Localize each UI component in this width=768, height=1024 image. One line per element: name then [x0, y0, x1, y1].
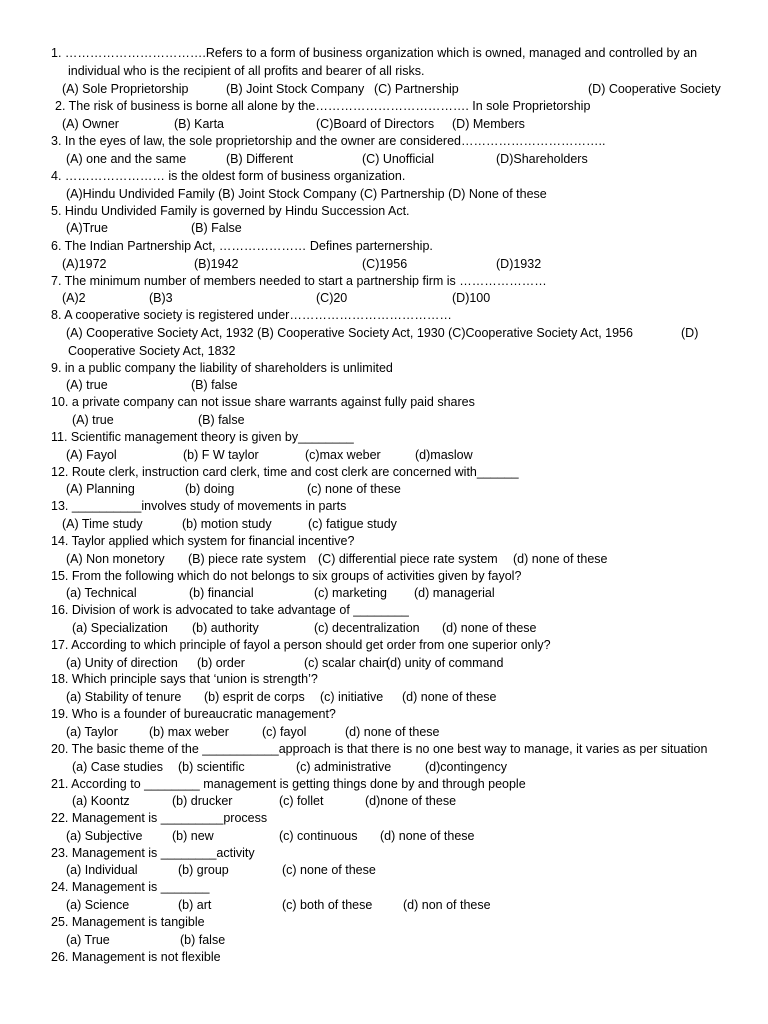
question-19-option-3: (c) fayol	[262, 725, 307, 739]
question-16-option-4: (d) none of these	[442, 621, 537, 635]
question-8-text: 8. A cooperative society is registered under…………………………………	[51, 308, 452, 322]
question-12-text: 12. Route clerk, instruction card clerk, time and cost clerk are concerned with______	[51, 465, 519, 479]
question-14-text: 14. Taylor applied which system for financial incentive?	[51, 534, 355, 548]
question-20-option-1: (a) Case studies	[72, 760, 164, 774]
question-7-text: 7. The minimum number of members needed to start a partnership firm is …………………	[51, 274, 547, 288]
question-24-option-2: (b) art	[178, 898, 212, 912]
question-11-option-2: (b) F W taylor	[183, 448, 259, 462]
question-7-option-1: (A)2	[62, 291, 86, 305]
question-12-option-1: (A) Planning	[66, 482, 135, 496]
question-1-text: 1. …………………………….Refers to a form of business organization which is owned, managed and controlled by an	[51, 46, 698, 60]
question-24-option-4: (d) non of these	[403, 898, 491, 912]
question-9-option-1: (A) true	[66, 378, 108, 392]
question-1-continuation: individual who is the recipient of all profits and bearer of all risks.	[68, 64, 425, 78]
question-15-option-4: (d) managerial	[414, 586, 495, 600]
question-1-option-4: (D) Cooperative Society	[588, 82, 721, 96]
question-14-option-2: (B) piece rate system	[188, 552, 307, 566]
question-23-text: 23. Management is ________activity	[51, 846, 255, 860]
question-17-option-4: (d) unity of command	[386, 656, 504, 670]
question-21-option-1: (a) Koontz	[72, 794, 130, 808]
question-4-text: 4. …………………… is the oldest form of business organization.	[51, 169, 406, 183]
question-26-text: 26. Management is not flexible	[51, 950, 221, 964]
question-19-option-4: (d) none of these	[345, 725, 440, 739]
question-3-text: 3. In the eyes of law, the sole proprietorship and the owner are considered……………………………..	[51, 134, 606, 148]
question-13-option-1: (A) Time study	[62, 517, 143, 531]
question-19-text: 19. Who is a founder of bureaucratic management?	[51, 707, 336, 721]
question-24-text: 24. Management is _______	[51, 880, 210, 894]
question-15-option-3: (c) marketing	[314, 586, 387, 600]
question-6-text: 6. The Indian Partnership Act, ………………… Defines parternership.	[51, 239, 433, 253]
question-22-text: 22. Management is _________process	[51, 811, 268, 825]
question-18-option-2: (b) esprit de corps	[204, 690, 305, 704]
question-14-option-1: (A) Non monetory	[66, 552, 165, 566]
question-15-text: 15. From the following which do not belongs to six groups of activities given by fayol?	[51, 569, 522, 583]
question-20-text: 20. The basic theme of the ___________approach is that there is no one best way to manage, it varies as per situation	[51, 742, 708, 756]
question-20-option-4: (d)contingency	[425, 760, 507, 774]
question-6-option-3: (C)1956	[362, 257, 408, 271]
question-22-option-4: (d) none of these	[380, 829, 475, 843]
question-14-option-3: (C) differential piece rate system	[318, 552, 498, 566]
question-2-option-1: (A) Owner	[62, 117, 119, 131]
question-16-text: 16. Division of work is advocated to take advantage of ________	[51, 603, 409, 617]
question-17-option-3: (c) scalar chain	[304, 656, 389, 670]
question-21-option-4: (d)none of these	[365, 794, 457, 808]
question-7-option-3: (C)20	[316, 291, 348, 305]
question-19-option-2: (b) max weber	[149, 725, 229, 739]
question-17-text: 17. According to which principle of fayol a person should get order from one superior only?	[51, 638, 551, 652]
question-8-continuation: Cooperative Society Act, 1832	[68, 344, 236, 358]
question-17-option-2: (b) order	[197, 656, 245, 670]
question-16-option-1: (a) Specialization	[72, 621, 168, 635]
question-23-option-1: (a) Individual	[66, 863, 138, 877]
question-5-option-1: (A)True	[66, 221, 108, 235]
question-2-option-3: (C)Board of Directors	[316, 117, 435, 131]
question-24-option-1: (a) Science	[66, 898, 130, 912]
question-18-text: 18. Which principle says that ‘union is strength’?	[51, 672, 318, 686]
question-16-option-2: (b) authority	[192, 621, 259, 635]
question-22-option-1: (a) Subjective	[66, 829, 143, 843]
question-2-option-2: (B) Karta	[174, 117, 225, 131]
question-16-option-3: (c) decentralization	[314, 621, 420, 635]
question-8-option-2: (D)	[681, 326, 699, 340]
question-25-text: 25. Management is tangible	[51, 915, 205, 929]
question-8-option-1: (A) Cooperative Society Act, 1932 (B) Cooperative Society Act, 1930 (C)Cooperative Society Act, 1956	[66, 326, 633, 340]
question-18-option-4: (d) none of these	[402, 690, 497, 704]
question-15-option-2: (b) financial	[189, 586, 254, 600]
question-20-option-2: (b) scientific	[178, 760, 245, 774]
question-1-option-3: (C) Partnership	[374, 82, 459, 96]
question-1-option-1: (A) Sole Proprietorship	[62, 82, 189, 96]
question-11-option-1: (A) Fayol	[66, 448, 117, 462]
question-2-option-4: (D) Members	[452, 117, 525, 131]
question-3-option-1: (A) one and the same	[66, 152, 187, 166]
question-11-text: 11. Scientific management theory is given by________	[51, 430, 354, 444]
question-18-option-3: (c) initiative	[320, 690, 384, 704]
question-13-option-3: (c) fatigue study	[308, 517, 397, 531]
question-10-option-2: (B) false	[198, 413, 245, 427]
question-19-option-1: (a) Taylor	[66, 725, 118, 739]
question-7-option-4: (D)100	[452, 291, 491, 305]
question-20-option-3: (c) administrative	[296, 760, 392, 774]
question-22-option-2: (b) new	[172, 829, 214, 843]
question-5-text: 5. Hindu Undivided Family is governed by Hindu Succession Act.	[51, 204, 410, 218]
question-6-option-2: (B)1942	[194, 257, 239, 271]
question-17-option-1: (a) Unity of direction	[66, 656, 178, 670]
question-13-text: 13. __________involves study of movements in parts	[51, 499, 347, 513]
question-3-option-2: (B) Different	[226, 152, 294, 166]
question-11-option-3: (c)max weber	[305, 448, 381, 462]
question-3-option-4: (D)Shareholders	[496, 152, 588, 166]
question-21-option-2: (b) drucker	[172, 794, 233, 808]
question-22-option-3: (c) continuous	[279, 829, 358, 843]
question-12-option-2: (b) doing	[185, 482, 235, 496]
question-10-option-1: (A) true	[72, 413, 114, 427]
question-4-option-1: (A)Hindu Undivided Family (B) Joint Stock Company (C) Partnership (D) None of these	[66, 187, 547, 201]
question-5-option-2: (B) False	[191, 221, 242, 235]
question-23-option-3: (c) none of these	[282, 863, 376, 877]
question-11-option-4: (d)maslow	[415, 448, 473, 462]
question-14-option-4: (d) none of these	[513, 552, 608, 566]
question-23-option-2: (b) group	[178, 863, 229, 877]
question-7-option-2: (B)3	[149, 291, 173, 305]
question-21-option-3: (c) follet	[279, 794, 324, 808]
question-25-option-2: (b) false	[180, 933, 226, 947]
question-24-option-3: (c) both of these	[282, 898, 373, 912]
question-18-option-1: (a) Stability of tenure	[66, 690, 182, 704]
question-6-option-4: (D)1932	[496, 257, 542, 271]
question-13-option-2: (b) motion study	[182, 517, 272, 531]
question-1-option-2: (B) Joint Stock Company	[226, 82, 365, 96]
question-10-text: 10. a private company can not issue share warrants against fully paid shares	[51, 395, 475, 409]
question-9-text: 9. in a public company the liability of shareholders is unlimited	[51, 361, 393, 375]
question-6-option-1: (A)1972	[62, 257, 107, 271]
question-9-option-2: (B) false	[191, 378, 238, 392]
question-25-option-1: (a) True	[66, 933, 110, 947]
question-2-text: 2. The risk of business is borne all alone by the………………………………. In sole Proprietorship	[55, 99, 591, 113]
question-15-option-1: (a) Technical	[66, 586, 137, 600]
question-3-option-3: (C) Unofficial	[362, 152, 435, 166]
question-12-option-3: (c) none of these	[307, 482, 401, 496]
question-21-text: 21. According to ________ management is getting things done by and through people	[51, 777, 526, 791]
